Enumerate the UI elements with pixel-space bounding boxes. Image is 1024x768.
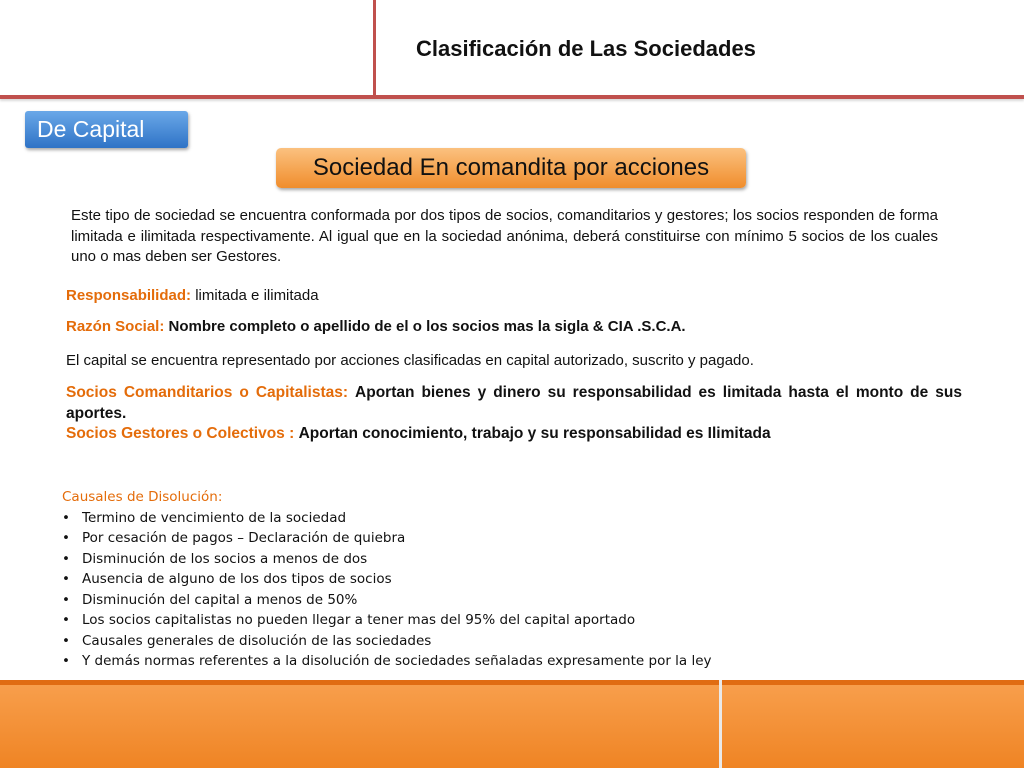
header-horizontal-divider (0, 95, 1024, 99)
footer-bar (0, 680, 1024, 768)
gestores-label: Socios Gestores o Colectivos : (66, 425, 295, 442)
category-tag-de-capital[interactable]: De Capital (25, 111, 188, 148)
list-item-text: Por cesación de pagos – Declaración de quiebra (82, 530, 406, 546)
socios-section (66, 383, 962, 445)
bullet-icon: • (62, 632, 70, 649)
bullet-icon: • (62, 571, 70, 587)
list-item-text: Disminución del capital a menos de 50% (82, 591, 358, 608)
gestores-item (66, 424, 962, 445)
intro-paragraph: Este tipo de sociedad se encuentra conformada por dos tipos de socios, comanditarios y gestores; los socios responden de forma limitada e ilimitada respectivamente. Al igual que en la sociedad anónima, deberá constituirse con mínimo 5 socios de los cuales uno o mas deben ser Gestores. (71, 207, 938, 265)
list-item (62, 528, 762, 549)
list-item (62, 631, 762, 652)
bullet-icon: • (62, 612, 70, 628)
causales-list (62, 508, 762, 672)
responsabilidad-label: Responsabilidad: (66, 287, 192, 304)
list-item (62, 549, 762, 570)
razon-social-value: Nombre completo o apellido de el o los socios mas la sigla & CIA .S.C.A. (168, 318, 686, 335)
gestores-value: Aportan conocimiento, trabajo y su responsabilidad es Ilimitada (298, 425, 771, 442)
comanditarios-value: Aportan bienes y dinero su responsabilidad es limitada hasta el monto de sus aportes. (66, 384, 962, 422)
list-item-text: Ausencia de alguno de los dos tipos de socios (82, 571, 392, 587)
bullet-icon: • (62, 509, 70, 526)
footer-top-shade (0, 680, 1024, 685)
bullet-icon: • (62, 550, 70, 567)
causales-title: Causales de Disolución: (62, 489, 223, 505)
bullet-icon: • (62, 591, 70, 608)
list-item (62, 590, 762, 611)
list-item-text: Causales generales de disolución de las sociedades (82, 632, 432, 649)
responsabilidad-value: limitada e ilimitada (195, 287, 319, 304)
causales-section (62, 487, 762, 672)
responsabilidad-row (66, 287, 319, 304)
list-item-text: Disminución de los socios a menos de dos (82, 550, 368, 567)
comanditarios-label: Socios Comanditarios o Capitalistas: (66, 384, 349, 401)
list-item-text: Termino de vencimiento de la sociedad (82, 509, 347, 526)
list-item (62, 651, 762, 672)
list-item-text: Los socios capitalistas no pueden llegar a tener mas del 95% del capital aportado (82, 612, 636, 628)
bullet-icon: • (62, 530, 70, 546)
razon-social-label: Razón Social: (66, 318, 165, 335)
header-vertical-divider (373, 0, 376, 98)
page-title: Clasificación de Las Sociedades (416, 36, 756, 61)
list-item (62, 610, 762, 631)
capital-row: El capital se encuentra representado por acciones clasificadas en capital autorizado, suscrito y pagado. (66, 352, 754, 369)
comanditarios-item (66, 383, 962, 424)
list-item-text: Y demás normas referentes a la disolución de sociedades señaladas expresamente por la ley (82, 653, 712, 669)
list-item (62, 569, 762, 590)
razon-social-row (66, 318, 686, 335)
footer-divider (719, 680, 722, 768)
subtitle-sociedad-comandita[interactable]: Sociedad En comandita por acciones (276, 148, 746, 188)
list-item (62, 508, 762, 529)
bullet-icon: • (62, 653, 70, 669)
